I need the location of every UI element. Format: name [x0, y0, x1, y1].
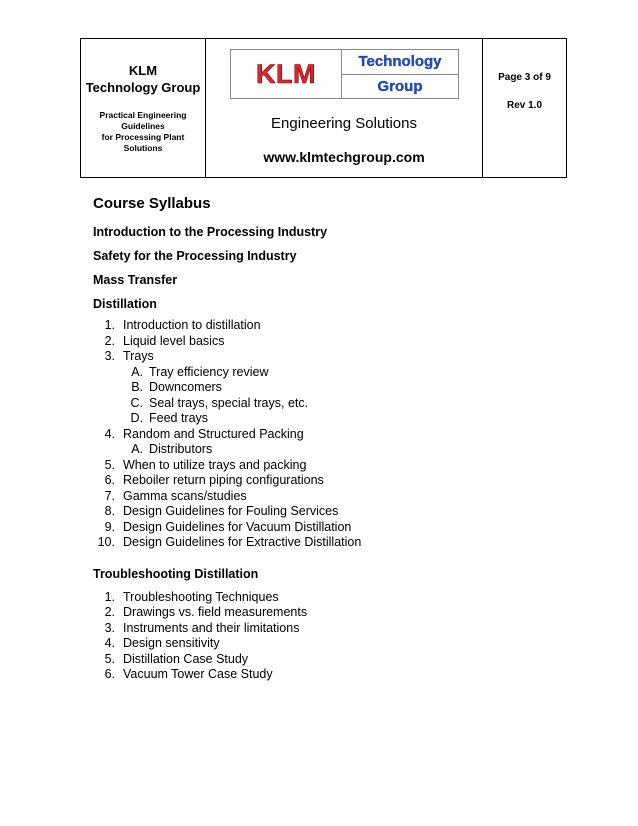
sub-list-text: Tray efficiency review: [149, 364, 269, 379]
list-text: Troubleshooting Techniques: [123, 589, 279, 604]
logo-klm-text: KLM: [231, 50, 342, 98]
list-number: 4.: [104, 636, 115, 650]
list-item: [93, 636, 563, 652]
list-item: [93, 334, 563, 350]
troubleshooting-list: [93, 590, 563, 683]
subtitle-line1: Practical Engineering: [99, 110, 187, 120]
list-text: Instruments and their limitations: [123, 620, 300, 635]
page-number: Page 3 of 9: [498, 72, 551, 83]
sub-list-letter: B.: [131, 380, 143, 394]
list-item: [93, 473, 563, 489]
sub-list-letter: A.: [131, 442, 143, 456]
sub-list-item: [93, 380, 563, 396]
list-number: 6.: [104, 473, 115, 487]
section-mass-transfer: Mass Transfer: [93, 273, 178, 287]
document-header: [80, 38, 567, 178]
list-item: [93, 667, 563, 683]
list-text: Gamma scans/studies: [123, 488, 247, 503]
list-text: Drawings vs. field measurements: [123, 605, 308, 619]
company-name-line2: Technology Group: [85, 80, 201, 95]
klm-logo: [230, 49, 459, 99]
list-item: [93, 427, 563, 443]
section-distillation: Distillation: [93, 297, 157, 311]
header-logo-cell: [206, 39, 483, 177]
list-number: 5.: [104, 457, 115, 472]
section-safety: Safety for the Processing Industry: [93, 249, 297, 263]
sub-list-letter: C.: [130, 395, 143, 410]
list-text: Liquid level basics: [123, 333, 225, 348]
list-item: [93, 318, 563, 334]
logo-right: [342, 50, 458, 98]
list-text: Vacuum Tower Case Study: [123, 667, 273, 681]
website: www.klmtechgroup.com: [263, 149, 425, 165]
sub-list-item: [93, 396, 563, 412]
list-number: 2.: [104, 605, 115, 619]
list-item: [93, 621, 563, 637]
list-number: 8.: [104, 504, 115, 518]
list-item: [93, 489, 563, 505]
sub-list-text: Distributors: [149, 442, 213, 456]
company-subtitle: [81, 110, 205, 154]
revision: Rev 1.0: [506, 100, 543, 111]
list-number: 1.: [104, 318, 115, 332]
list-text: Introduction to distillation: [123, 318, 261, 332]
list-text: Distillation Case Study: [123, 651, 249, 666]
list-number: 2.: [104, 333, 115, 348]
list-text: Design Guidelines for Fouling Services: [123, 504, 339, 518]
list-number: 3.: [104, 620, 115, 635]
subtitle-line2: Guidelines: [121, 121, 165, 131]
list-number: 10.: [97, 535, 115, 549]
list-item: [93, 349, 563, 365]
list-number: 9.: [104, 519, 115, 534]
list-number: 4.: [104, 426, 115, 441]
company-name: [81, 62, 205, 96]
section-troubleshooting: Troubleshooting Distillation: [93, 566, 259, 581]
list-item: [93, 652, 563, 668]
sub-list-item: [93, 411, 563, 427]
sub-list-item: [93, 365, 563, 381]
list-number: 1.: [104, 589, 115, 604]
list-item: [93, 504, 563, 520]
list-item: [93, 458, 563, 474]
list-number: 3.: [104, 349, 115, 363]
company-name-line1: KLM: [128, 63, 158, 78]
logo-group-text: Group: [377, 77, 423, 95]
list-item: [93, 605, 563, 621]
list-text: Design Guidelines for Vacuum Distillation: [123, 519, 352, 534]
section-intro: Introduction to the Processing Industry: [93, 225, 328, 239]
sub-list-text: Feed trays: [149, 411, 209, 425]
list-item: [93, 520, 563, 536]
syllabus-content: [93, 194, 563, 683]
list-text: Design Guidelines for Extractive Distillation: [123, 535, 362, 549]
engineering-solutions: Engineering Solutions: [271, 115, 417, 132]
sub-list-letter: A.: [131, 364, 143, 379]
list-text: When to utilize trays and packing: [123, 457, 307, 472]
list-text: Reboiler return piping configurations: [123, 473, 324, 487]
list-text: Random and Structured Packing: [123, 426, 304, 441]
list-item: [93, 535, 563, 551]
sub-list-text: Seal trays, special trays, etc.: [149, 395, 309, 410]
list-number: 7.: [104, 488, 115, 503]
sub-list-item: [93, 442, 563, 458]
list-text: Trays: [123, 349, 154, 363]
list-number: 6.: [104, 667, 115, 681]
header-company-cell: [81, 39, 206, 177]
logo-technology-text: Technology: [342, 50, 458, 75]
subtitle-line4: Solutions: [123, 143, 163, 153]
list-number: 5.: [104, 651, 115, 666]
sub-list-text: Downcomers: [149, 380, 222, 394]
subtitle-line3: for Processing Plant: [101, 132, 185, 142]
list-item: [93, 590, 563, 606]
list-text: Design sensitivity: [123, 636, 220, 650]
header-page-cell: [483, 39, 566, 177]
page-title: Course Syllabus: [93, 195, 211, 212]
sub-list-letter: D.: [130, 411, 143, 425]
distillation-list: [93, 318, 563, 551]
